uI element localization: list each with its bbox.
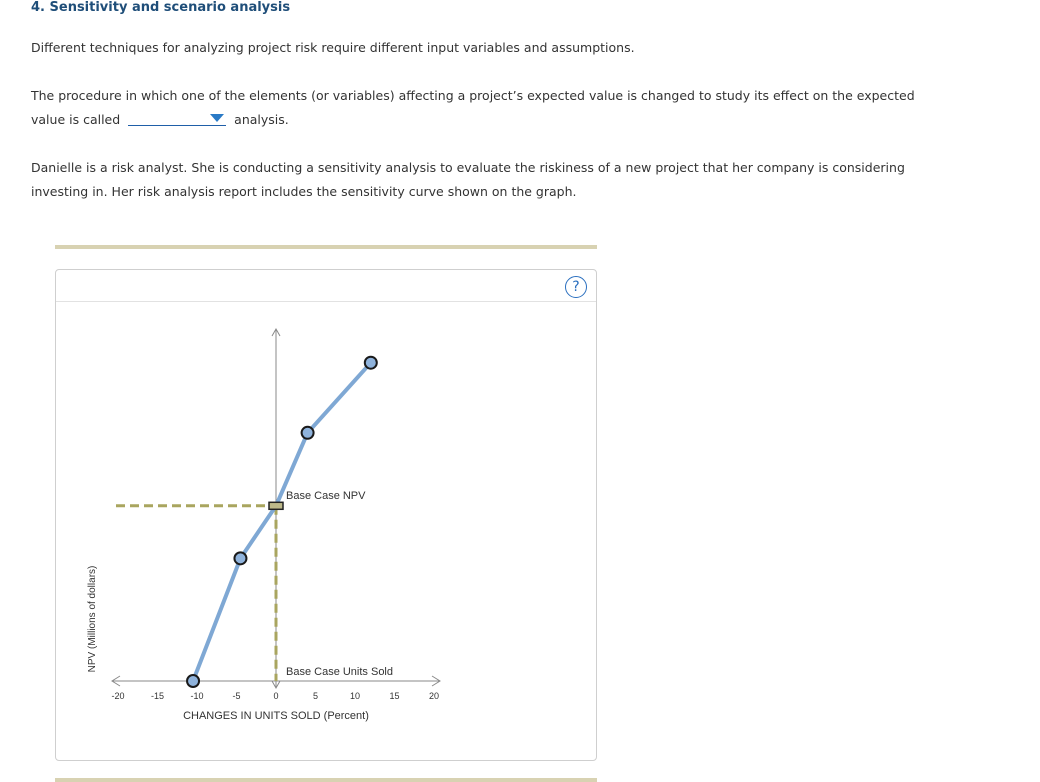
x-tick-label: -5: [232, 691, 241, 701]
y-axis-title: NPV (Millions of dollars): [87, 565, 98, 673]
x-tick-label: -15: [150, 691, 165, 701]
x-tick-label: -20: [111, 691, 125, 701]
x-tick-label: 0: [273, 691, 279, 701]
question-after: analysis.: [234, 112, 289, 127]
scenario-text: Danielle is a risk analyst. She is conducting a sensitivity analysis to evaluate the riskiness of a new project that her company is considering investing in. Her risk analysis report includes the sensitivity curve shown on the graph.: [31, 160, 905, 199]
x-tick-label: -10: [190, 691, 204, 701]
chart-series: [187, 357, 377, 687]
x-tick-label: 15: [389, 691, 400, 701]
section-title: 4. Sensitivity and scenario analysis: [31, 0, 291, 15]
question-before: The procedure in which one of the elements (or variables) affecting a project’s expected value is changed to study its effect on the expected value is called: [31, 88, 915, 127]
x-tick-label: 5: [312, 691, 319, 701]
data-point: [302, 427, 314, 439]
graph-bottom-rule: [55, 778, 597, 782]
x-axis-title: CHANGES IN UNITS SOLD (Percent): [183, 710, 369, 722]
base-case-guides: [116, 506, 276, 681]
data-point: [365, 357, 377, 369]
data-point: [187, 675, 199, 687]
base-case-npv-label: Base Case NPV: [286, 489, 366, 502]
base-case-units-label: Base Case Units Sold: [286, 666, 393, 678]
base-case-point-marker: [269, 502, 283, 509]
data-point: [234, 552, 246, 564]
x-tick-label: 20: [428, 691, 440, 701]
x-tick-label: 10: [349, 691, 361, 701]
intro-text: Different techniques for analyzing project risk require different input variables and assumptions.: [31, 40, 635, 55]
sensitivity-curve-line: [193, 363, 371, 681]
help-icon[interactable]: ?: [565, 276, 587, 298]
